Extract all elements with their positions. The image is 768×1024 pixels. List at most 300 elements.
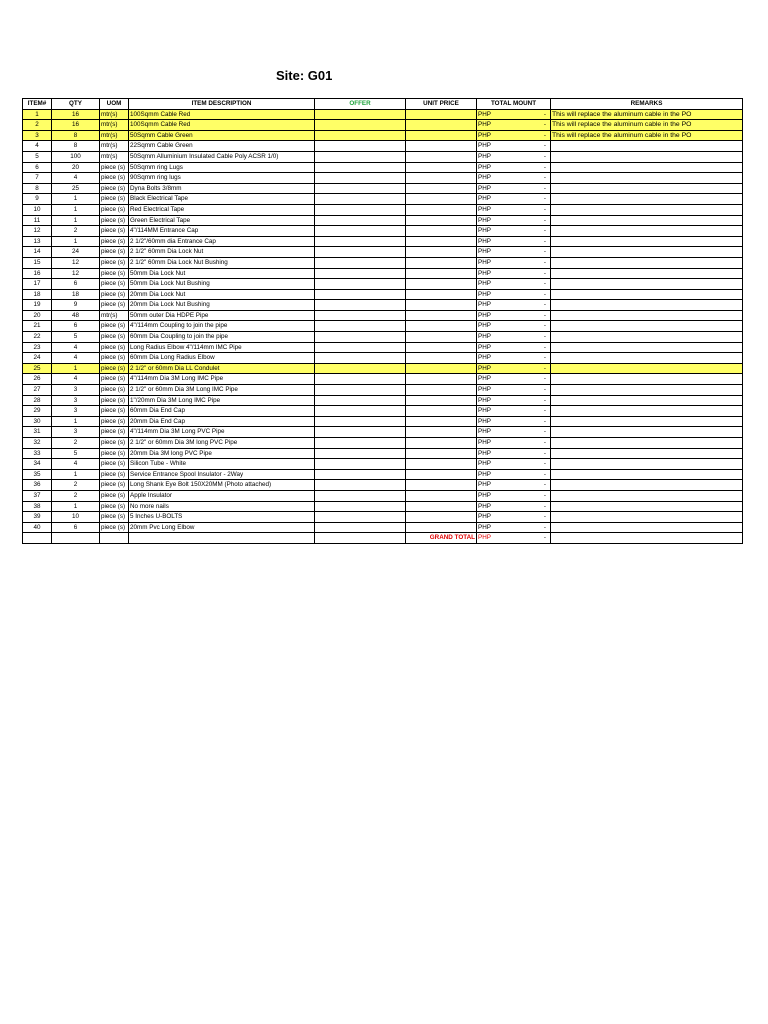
total-amount-cell[interactable]	[477, 395, 551, 406]
description-cell[interactable]: Dyna Bolts 3/8mm	[129, 183, 315, 194]
uom-cell[interactable]: piece (s)	[100, 289, 129, 300]
remarks-cell[interactable]	[551, 332, 743, 343]
unit-price-cell[interactable]	[406, 183, 477, 194]
uom-cell[interactable]: piece (s)	[100, 215, 129, 226]
description-cell[interactable]: Apple Insulator	[129, 490, 315, 501]
total-amount-cell[interactable]	[477, 438, 551, 449]
qty-cell[interactable]: 6	[52, 321, 100, 332]
unit-price-cell[interactable]	[406, 151, 477, 162]
description-cell[interactable]: 60mm Dia Long Radius Elbow	[129, 353, 315, 364]
total-amount-cell[interactable]	[477, 120, 551, 131]
uom-cell[interactable]: piece (s)	[100, 501, 129, 512]
qty-cell[interactable]: 3	[52, 406, 100, 417]
qty-cell[interactable]: 4	[52, 173, 100, 184]
unit-price-cell[interactable]	[406, 247, 477, 258]
qty-cell[interactable]: 2	[52, 226, 100, 237]
offer-cell[interactable]	[315, 342, 406, 353]
remarks-cell[interactable]	[551, 215, 743, 226]
item-number-cell[interactable]: 32	[23, 438, 52, 449]
qty-cell[interactable]: 12	[52, 268, 100, 279]
offer-cell[interactable]	[315, 109, 406, 120]
total-amount-cell[interactable]	[477, 501, 551, 512]
column-header-description[interactable]: ITEM DESCRIPTION	[129, 99, 315, 110]
description-cell[interactable]: 4"/114mm Coupling to join the pipe	[129, 321, 315, 332]
total-amount-cell[interactable]	[477, 279, 551, 290]
description-cell[interactable]: 90Sqmm ring lugs	[129, 173, 315, 184]
offer-cell[interactable]	[315, 162, 406, 173]
description-cell[interactable]: 20mm Dia Lock Nut	[129, 289, 315, 300]
description-cell[interactable]: 20mm Dia End Cap	[129, 416, 315, 427]
offer-cell[interactable]	[315, 438, 406, 449]
offer-cell[interactable]	[315, 374, 406, 385]
total-amount-cell[interactable]	[477, 490, 551, 501]
column-header-remarks[interactable]: REMARKS	[551, 99, 743, 110]
uom-cell[interactable]: piece (s)	[100, 374, 129, 385]
offer-cell[interactable]	[315, 194, 406, 205]
description-cell[interactable]: Long Radius Elbow 4"/114mm IMC Pipe	[129, 342, 315, 353]
unit-price-cell[interactable]	[406, 416, 477, 427]
item-number-cell[interactable]: 40	[23, 522, 52, 533]
remarks-cell[interactable]	[551, 427, 743, 438]
offer-cell[interactable]	[315, 226, 406, 237]
item-number-cell[interactable]: 15	[23, 257, 52, 268]
unit-price-cell[interactable]	[406, 289, 477, 300]
total-amount-cell[interactable]	[477, 257, 551, 268]
total-amount-cell[interactable]	[477, 332, 551, 343]
item-number-cell[interactable]: 6	[23, 162, 52, 173]
column-header-uom[interactable]: UOM	[100, 99, 129, 110]
total-amount-cell[interactable]	[477, 141, 551, 152]
unit-price-cell[interactable]	[406, 194, 477, 205]
offer-cell[interactable]	[315, 130, 406, 141]
grand-total-empty-cell[interactable]	[52, 533, 100, 544]
unit-price-cell[interactable]	[406, 374, 477, 385]
total-amount-cell[interactable]	[477, 310, 551, 321]
total-amount-cell[interactable]	[477, 151, 551, 162]
total-amount-cell[interactable]	[477, 215, 551, 226]
unit-price-cell[interactable]	[406, 268, 477, 279]
column-header-item[interactable]: ITEM#	[23, 99, 52, 110]
total-amount-cell[interactable]	[477, 480, 551, 491]
offer-cell[interactable]	[315, 406, 406, 417]
uom-cell[interactable]: piece (s)	[100, 321, 129, 332]
remarks-cell[interactable]	[551, 448, 743, 459]
unit-price-cell[interactable]	[406, 332, 477, 343]
uom-cell[interactable]: piece (s)	[100, 247, 129, 258]
offer-cell[interactable]	[315, 279, 406, 290]
total-amount-cell[interactable]	[477, 459, 551, 470]
offer-cell[interactable]	[315, 247, 406, 258]
description-cell[interactable]: Silicon Tube - White	[129, 459, 315, 470]
remarks-cell[interactable]	[551, 353, 743, 364]
unit-price-cell[interactable]	[406, 204, 477, 215]
remarks-cell[interactable]	[551, 141, 743, 152]
unit-price-cell[interactable]	[406, 257, 477, 268]
uom-cell[interactable]: piece (s)	[100, 480, 129, 491]
description-cell[interactable]: 2 1/2" 60mm Dia Lock Nut	[129, 247, 315, 258]
remarks-cell[interactable]: This will replace the aluminum cable in the PO	[551, 120, 743, 131]
unit-price-cell[interactable]	[406, 162, 477, 173]
uom-cell[interactable]: mtr(s)	[100, 151, 129, 162]
uom-cell[interactable]: piece (s)	[100, 204, 129, 215]
description-cell[interactable]: 100Sqmm Cable Red	[129, 109, 315, 120]
qty-cell[interactable]: 12	[52, 257, 100, 268]
offer-cell[interactable]	[315, 512, 406, 523]
description-cell[interactable]: 2 1/2" or 60mm Dia 3M Long IMC Pipe	[129, 385, 315, 396]
qty-cell[interactable]: 100	[52, 151, 100, 162]
remarks-cell[interactable]	[551, 247, 743, 258]
description-cell[interactable]: 2 1/2" or 60mm Dia 3M long PVC Pipe	[129, 438, 315, 449]
item-number-cell[interactable]: 20	[23, 310, 52, 321]
offer-cell[interactable]	[315, 236, 406, 247]
remarks-cell[interactable]	[551, 151, 743, 162]
item-number-cell[interactable]: 25	[23, 363, 52, 374]
unit-price-cell[interactable]	[406, 395, 477, 406]
description-cell[interactable]: No more nails	[129, 501, 315, 512]
offer-cell[interactable]	[315, 501, 406, 512]
qty-cell[interactable]: 25	[52, 183, 100, 194]
remarks-cell[interactable]	[551, 257, 743, 268]
qty-cell[interactable]: 1	[52, 416, 100, 427]
uom-cell[interactable]: piece (s)	[100, 279, 129, 290]
remarks-cell[interactable]	[551, 363, 743, 374]
uom-cell[interactable]: piece (s)	[100, 183, 129, 194]
remarks-cell[interactable]	[551, 522, 743, 533]
total-amount-cell[interactable]	[477, 385, 551, 396]
qty-cell[interactable]: 1	[52, 215, 100, 226]
uom-cell[interactable]: mtr(s)	[100, 310, 129, 321]
qty-cell[interactable]: 16	[52, 109, 100, 120]
total-amount-cell[interactable]	[477, 353, 551, 364]
item-number-cell[interactable]: 10	[23, 204, 52, 215]
qty-cell[interactable]: 6	[52, 279, 100, 290]
unit-price-cell[interactable]	[406, 173, 477, 184]
uom-cell[interactable]: piece (s)	[100, 490, 129, 501]
description-cell[interactable]: 20mm Dia Lock Nut Bushing	[129, 300, 315, 311]
uom-cell[interactable]: piece (s)	[100, 194, 129, 205]
item-number-cell[interactable]: 26	[23, 374, 52, 385]
item-number-cell[interactable]: 28	[23, 395, 52, 406]
item-number-cell[interactable]: 33	[23, 448, 52, 459]
uom-cell[interactable]: piece (s)	[100, 395, 129, 406]
total-amount-cell[interactable]	[477, 342, 551, 353]
description-cell[interactable]: 100Sqmm Cable Red	[129, 120, 315, 131]
uom-cell[interactable]: piece (s)	[100, 459, 129, 470]
item-number-cell[interactable]: 29	[23, 406, 52, 417]
grand-total-empty-cell[interactable]	[23, 533, 52, 544]
description-cell[interactable]: 1"/20mm Dia 3M Long IMC Pipe	[129, 395, 315, 406]
remarks-cell[interactable]	[551, 226, 743, 237]
qty-cell[interactable]: 4	[52, 342, 100, 353]
description-cell[interactable]: Red Electrical Tape	[129, 204, 315, 215]
description-cell[interactable]: Green Electrical Tape	[129, 215, 315, 226]
item-number-cell[interactable]: 27	[23, 385, 52, 396]
offer-cell[interactable]	[315, 141, 406, 152]
description-cell[interactable]: 4"/114mm Dia 3M Long PVC Pipe	[129, 427, 315, 438]
column-header-qty[interactable]: QTY	[52, 99, 100, 110]
uom-cell[interactable]: piece (s)	[100, 332, 129, 343]
item-number-cell[interactable]: 9	[23, 194, 52, 205]
remarks-cell[interactable]	[551, 438, 743, 449]
uom-cell[interactable]: piece (s)	[100, 406, 129, 417]
item-number-cell[interactable]: 31	[23, 427, 52, 438]
description-cell[interactable]: Black Electrical Tape	[129, 194, 315, 205]
unit-price-cell[interactable]	[406, 215, 477, 226]
item-number-cell[interactable]: 23	[23, 342, 52, 353]
description-cell[interactable]: 2 1/2"/60mm dia Entrance Cap	[129, 236, 315, 247]
remarks-cell[interactable]	[551, 162, 743, 173]
qty-cell[interactable]: 1	[52, 501, 100, 512]
qty-cell[interactable]: 5	[52, 332, 100, 343]
total-amount-cell[interactable]	[477, 406, 551, 417]
uom-cell[interactable]: piece (s)	[100, 236, 129, 247]
qty-cell[interactable]: 2	[52, 438, 100, 449]
item-number-cell[interactable]: 12	[23, 226, 52, 237]
uom-cell[interactable]: piece (s)	[100, 257, 129, 268]
unit-price-cell[interactable]	[406, 522, 477, 533]
qty-cell[interactable]: 4	[52, 353, 100, 364]
total-amount-cell[interactable]	[477, 469, 551, 480]
uom-cell[interactable]: piece (s)	[100, 353, 129, 364]
offer-cell[interactable]	[315, 448, 406, 459]
qty-cell[interactable]: 4	[52, 459, 100, 470]
item-number-cell[interactable]: 34	[23, 459, 52, 470]
total-amount-cell[interactable]	[477, 300, 551, 311]
grand-total-amount-cell[interactable]	[477, 533, 551, 544]
column-header-total[interactable]: TOTAL MOUNT	[477, 99, 551, 110]
total-amount-cell[interactable]	[477, 162, 551, 173]
item-number-cell[interactable]: 17	[23, 279, 52, 290]
offer-cell[interactable]	[315, 395, 406, 406]
offer-cell[interactable]	[315, 310, 406, 321]
item-number-cell[interactable]: 24	[23, 353, 52, 364]
unit-price-cell[interactable]	[406, 342, 477, 353]
uom-cell[interactable]: piece (s)	[100, 448, 129, 459]
total-amount-cell[interactable]	[477, 512, 551, 523]
description-cell[interactable]: 50Sqmm Cable Green	[129, 130, 315, 141]
item-number-cell[interactable]: 37	[23, 490, 52, 501]
uom-cell[interactable]: piece (s)	[100, 385, 129, 396]
unit-price-cell[interactable]	[406, 226, 477, 237]
qty-cell[interactable]: 1	[52, 204, 100, 215]
item-number-cell[interactable]: 4	[23, 141, 52, 152]
total-amount-cell[interactable]	[477, 183, 551, 194]
unit-price-cell[interactable]	[406, 141, 477, 152]
uom-cell[interactable]: mtr(s)	[100, 120, 129, 131]
offer-cell[interactable]	[315, 257, 406, 268]
total-amount-cell[interactable]	[477, 109, 551, 120]
unit-price-cell[interactable]	[406, 490, 477, 501]
item-number-cell[interactable]: 14	[23, 247, 52, 258]
qty-cell[interactable]: 3	[52, 427, 100, 438]
remarks-cell[interactable]: This will replace the aluminum cable in the PO	[551, 109, 743, 120]
qty-cell[interactable]: 4	[52, 374, 100, 385]
total-amount-cell[interactable]	[477, 130, 551, 141]
total-amount-cell[interactable]	[477, 204, 551, 215]
remarks-cell[interactable]	[551, 459, 743, 470]
unit-price-cell[interactable]	[406, 321, 477, 332]
description-cell[interactable]: 50mm Dia Lock Nut Bushing	[129, 279, 315, 290]
remarks-cell[interactable]	[551, 173, 743, 184]
offer-cell[interactable]	[315, 490, 406, 501]
offer-cell[interactable]	[315, 353, 406, 364]
uom-cell[interactable]: piece (s)	[100, 173, 129, 184]
qty-cell[interactable]: 16	[52, 120, 100, 131]
grand-total-label[interactable]: GRAND TOTAL	[406, 533, 477, 544]
qty-cell[interactable]: 48	[52, 310, 100, 321]
qty-cell[interactable]: 3	[52, 395, 100, 406]
remarks-cell[interactable]	[551, 480, 743, 491]
offer-cell[interactable]	[315, 120, 406, 131]
total-amount-cell[interactable]	[477, 194, 551, 205]
offer-cell[interactable]	[315, 480, 406, 491]
item-number-cell[interactable]: 22	[23, 332, 52, 343]
offer-cell[interactable]	[315, 321, 406, 332]
total-amount-cell[interactable]	[477, 226, 551, 237]
description-cell[interactable]: 2 1/2" or 60mm Dia LL Condulet	[129, 363, 315, 374]
uom-cell[interactable]: mtr(s)	[100, 109, 129, 120]
qty-cell[interactable]: 5	[52, 448, 100, 459]
offer-cell[interactable]	[315, 459, 406, 470]
description-cell[interactable]: 4"/114mm Dia 3M Long IMC Pipe	[129, 374, 315, 385]
remarks-cell[interactable]	[551, 374, 743, 385]
remarks-cell[interactable]	[551, 194, 743, 205]
remarks-cell[interactable]	[551, 289, 743, 300]
uom-cell[interactable]: piece (s)	[100, 427, 129, 438]
item-number-cell[interactable]: 8	[23, 183, 52, 194]
qty-cell[interactable]: 20	[52, 162, 100, 173]
description-cell[interactable]: 20mm Dia 3M long PVC Pipe	[129, 448, 315, 459]
remarks-cell[interactable]	[551, 183, 743, 194]
description-cell[interactable]: 50Sqmm ring Lugs	[129, 162, 315, 173]
item-number-cell[interactable]: 21	[23, 321, 52, 332]
unit-price-cell[interactable]	[406, 353, 477, 364]
item-number-cell[interactable]: 11	[23, 215, 52, 226]
item-number-cell[interactable]: 2	[23, 120, 52, 131]
uom-cell[interactable]: piece (s)	[100, 522, 129, 533]
offer-cell[interactable]	[315, 204, 406, 215]
description-cell[interactable]: 5 Inches U-BOLTS	[129, 512, 315, 523]
description-cell[interactable]: Service Entrance Spool Insulator - 2Way	[129, 469, 315, 480]
remarks-cell[interactable]	[551, 385, 743, 396]
unit-price-cell[interactable]	[406, 310, 477, 321]
total-amount-cell[interactable]	[477, 522, 551, 533]
total-amount-cell[interactable]	[477, 173, 551, 184]
grand-total-empty-cell[interactable]	[100, 533, 129, 544]
qty-cell[interactable]: 8	[52, 141, 100, 152]
remarks-cell[interactable]	[551, 310, 743, 321]
total-amount-cell[interactable]	[477, 374, 551, 385]
unit-price-cell[interactable]	[406, 501, 477, 512]
column-header-offer[interactable]: OFFER	[315, 99, 406, 110]
offer-cell[interactable]	[315, 416, 406, 427]
uom-cell[interactable]: piece (s)	[100, 363, 129, 374]
remarks-cell[interactable]	[551, 279, 743, 290]
qty-cell[interactable]: 18	[52, 289, 100, 300]
total-amount-cell[interactable]	[477, 289, 551, 300]
uom-cell[interactable]: piece (s)	[100, 416, 129, 427]
uom-cell[interactable]: mtr(s)	[100, 141, 129, 152]
item-number-cell[interactable]: 3	[23, 130, 52, 141]
offer-cell[interactable]	[315, 215, 406, 226]
description-cell[interactable]: 60mm Dia Coupling to join the pipe	[129, 332, 315, 343]
column-header-unit-price[interactable]: UNIT PRICE	[406, 99, 477, 110]
remarks-cell[interactable]	[551, 236, 743, 247]
unit-price-cell[interactable]	[406, 236, 477, 247]
offer-cell[interactable]	[315, 289, 406, 300]
uom-cell[interactable]: piece (s)	[100, 162, 129, 173]
grand-total-empty-cell[interactable]	[315, 533, 406, 544]
remarks-cell[interactable]	[551, 342, 743, 353]
item-number-cell[interactable]: 13	[23, 236, 52, 247]
remarks-cell[interactable]	[551, 300, 743, 311]
item-number-cell[interactable]: 5	[23, 151, 52, 162]
unit-price-cell[interactable]	[406, 406, 477, 417]
item-number-cell[interactable]: 39	[23, 512, 52, 523]
item-number-cell[interactable]: 18	[23, 289, 52, 300]
total-amount-cell[interactable]	[477, 321, 551, 332]
unit-price-cell[interactable]	[406, 363, 477, 374]
offer-cell[interactable]	[315, 332, 406, 343]
total-amount-cell[interactable]	[477, 236, 551, 247]
offer-cell[interactable]	[315, 427, 406, 438]
unit-price-cell[interactable]	[406, 438, 477, 449]
qty-cell[interactable]: 1	[52, 194, 100, 205]
description-cell[interactable]: 50Sqmm Alluminium Insulated Cable Poly ACSR 1/0)	[129, 151, 315, 162]
item-number-cell[interactable]: 19	[23, 300, 52, 311]
item-number-cell[interactable]: 35	[23, 469, 52, 480]
offer-cell[interactable]	[315, 173, 406, 184]
total-amount-cell[interactable]	[477, 427, 551, 438]
uom-cell[interactable]: piece (s)	[100, 300, 129, 311]
qty-cell[interactable]: 3	[52, 385, 100, 396]
item-number-cell[interactable]: 38	[23, 501, 52, 512]
total-amount-cell[interactable]	[477, 448, 551, 459]
qty-cell[interactable]: 8	[52, 130, 100, 141]
unit-price-cell[interactable]	[406, 109, 477, 120]
grand-total-empty-cell[interactable]	[551, 533, 743, 544]
remarks-cell[interactable]	[551, 395, 743, 406]
remarks-cell[interactable]	[551, 204, 743, 215]
total-amount-cell[interactable]	[477, 416, 551, 427]
remarks-cell[interactable]	[551, 512, 743, 523]
remarks-cell[interactable]	[551, 469, 743, 480]
remarks-cell[interactable]: This will replace the aluminum cable in the PO	[551, 130, 743, 141]
qty-cell[interactable]: 10	[52, 512, 100, 523]
remarks-cell[interactable]	[551, 416, 743, 427]
unit-price-cell[interactable]	[406, 120, 477, 131]
uom-cell[interactable]: piece (s)	[100, 342, 129, 353]
remarks-cell[interactable]	[551, 406, 743, 417]
uom-cell[interactable]: mtr(s)	[100, 130, 129, 141]
offer-cell[interactable]	[315, 268, 406, 279]
description-cell[interactable]: 22Sqmm Cable Green	[129, 141, 315, 152]
description-cell[interactable]: 50mm Dia Lock Nut	[129, 268, 315, 279]
qty-cell[interactable]: 1	[52, 469, 100, 480]
qty-cell[interactable]: 9	[52, 300, 100, 311]
uom-cell[interactable]: piece (s)	[100, 469, 129, 480]
unit-price-cell[interactable]	[406, 459, 477, 470]
unit-price-cell[interactable]	[406, 469, 477, 480]
qty-cell[interactable]: 24	[52, 247, 100, 258]
unit-price-cell[interactable]	[406, 130, 477, 141]
offer-cell[interactable]	[315, 363, 406, 374]
item-number-cell[interactable]: 16	[23, 268, 52, 279]
unit-price-cell[interactable]	[406, 385, 477, 396]
qty-cell[interactable]: 6	[52, 522, 100, 533]
uom-cell[interactable]: piece (s)	[100, 226, 129, 237]
total-amount-cell[interactable]	[477, 247, 551, 258]
